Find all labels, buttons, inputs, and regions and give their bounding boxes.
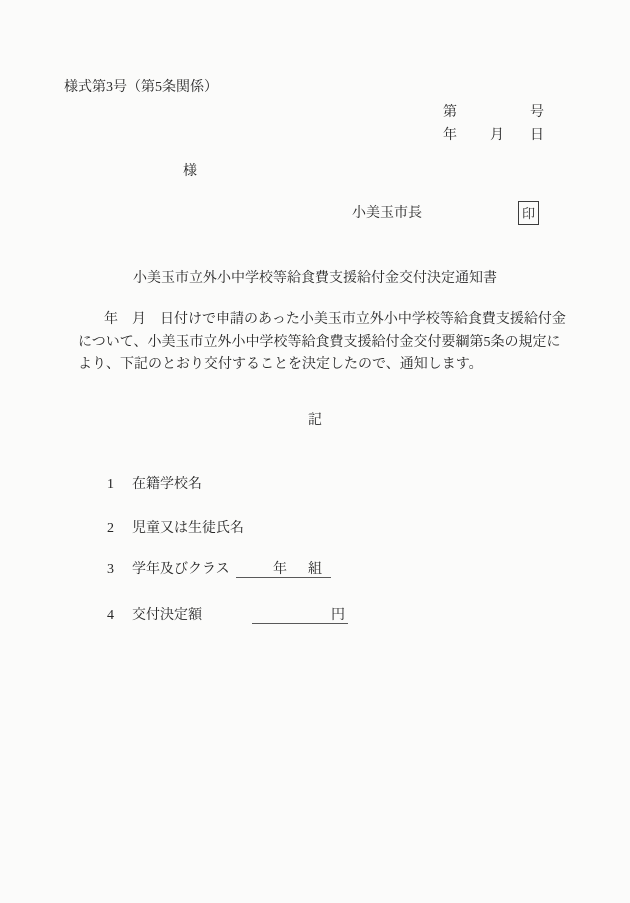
item-1-label: 在籍学校名 xyxy=(132,477,202,492)
sender-name: 小美玉市長 xyxy=(352,206,422,221)
amount-blank-field xyxy=(252,607,348,624)
record-marker: 記 xyxy=(308,413,322,428)
year-unit-label: 年 xyxy=(273,562,287,577)
body-line-3: より、下記のとおり交付することを決定したので、通知します。 xyxy=(78,357,483,372)
yen-unit-label: 円 xyxy=(331,608,345,623)
item-2-number: 2 xyxy=(107,521,114,536)
date-month-label: 月 xyxy=(490,128,504,143)
year-class-blank-field xyxy=(236,561,331,578)
item-4-number: 4 xyxy=(107,608,114,623)
item-2-label: 児童又は生徒氏名 xyxy=(132,521,244,536)
document-title: 小美玉市立外小中学校等給食費支援給付金交付決定通知書 xyxy=(133,271,497,286)
item-3-number: 3 xyxy=(107,562,114,577)
date-day-label: 日 xyxy=(530,128,544,143)
item-1-number: 1 xyxy=(107,477,114,492)
addressee-honorific: 様 xyxy=(183,164,197,179)
doc-number-prefix: 第 xyxy=(443,105,457,120)
body-line-1: 年 月 日付けで申請のあった小美玉市立外小中学校等給食費支援給付金 xyxy=(104,312,566,327)
item-3-label: 学年及びクラス xyxy=(132,562,230,577)
form-label: 様式第3号（第5条関係） xyxy=(64,80,218,95)
body-line-2: について、小美玉市立外小中学校等給食費支援給付金交付要綱第5条の規定に xyxy=(78,335,561,350)
doc-number-suffix: 号 xyxy=(530,105,544,120)
seal-character: 印 xyxy=(521,206,535,221)
date-year-label: 年 xyxy=(443,128,457,143)
seal-mark xyxy=(518,201,539,225)
class-unit-label: 組 xyxy=(308,562,322,577)
item-4-label: 交付決定額 xyxy=(132,608,202,623)
